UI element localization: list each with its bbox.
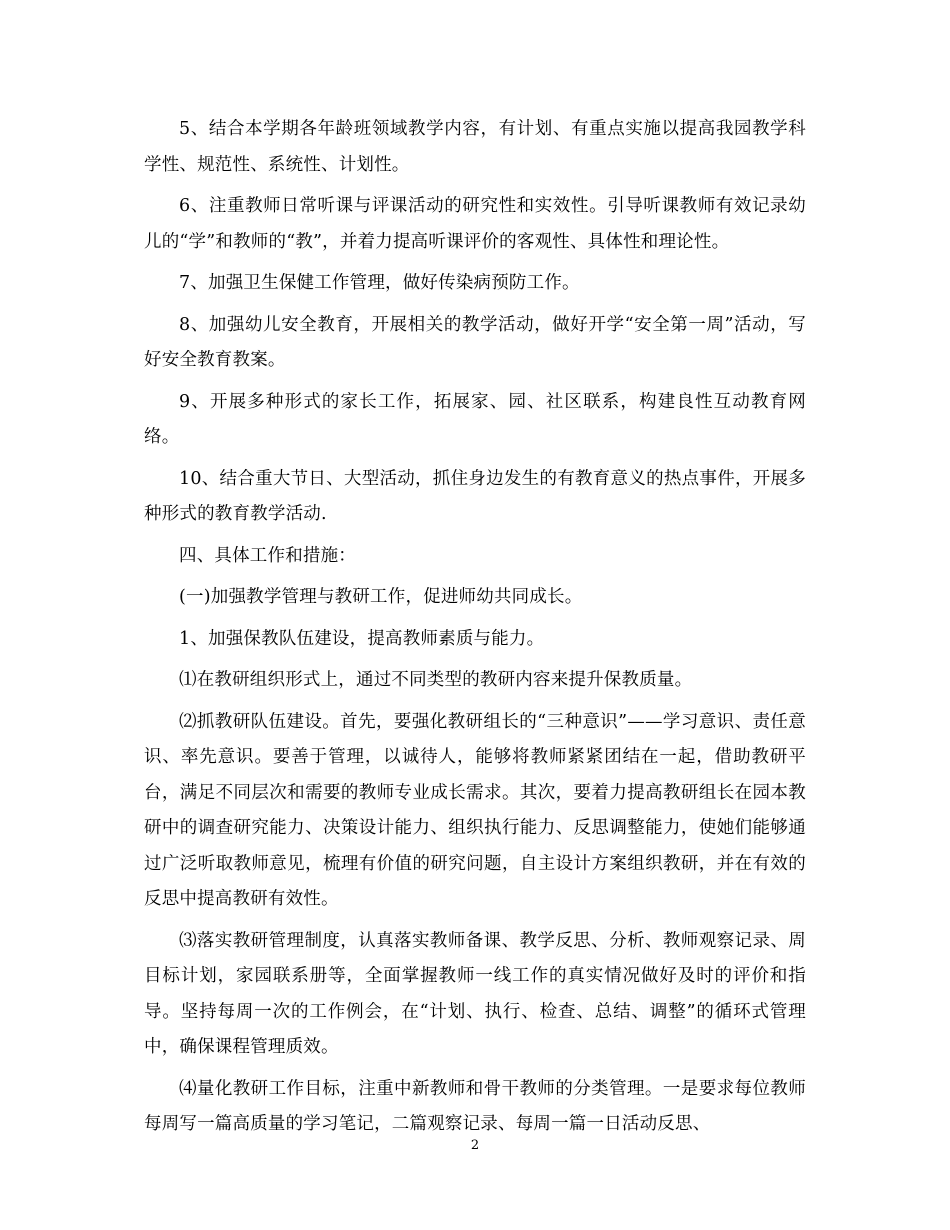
subsection-heading: (一)加强教学管理与教研工作，促进师幼共同成长。 [179,587,583,607]
paragraph-item-9: 9、开展多种形式的家长工作，拓展家、园、社区联系，构建良性互动教育网络。 [144,391,806,447]
paragraph-item-10: 10、结合重大节日、大型活动，抓住身边发生的有教育意义的热点事件，开展多种形式的教育教学活动. [144,468,806,524]
paragraph-item-8: 8、加强幼儿安全教育，开展相关的教学活动，做好开学“安全第一周”活动，写好安全教育教案。 [144,314,806,370]
paragraph-point-3: ⑶落实教研管理制度，认真落实教师备课、教学反思、分析、教师观察记录、周目标计划，家园联系册等，全面掌握教师一线工作的真实情况做好及时的评价和指导。坚持每周一次的工作例会，在“计划、执行、检查、总结、调整”的循环式管理中，确保课程管理质效。 [144,930,806,1057]
paragraph-item-6: 6、注重教师日常听课与评课活动的研究性和实效性。引导听课教师有效记录幼儿的“学”和教师的“教”，并着力提高听课评价的客观性、具体性和理论性。 [144,196,806,252]
paragraph-item-7: 7、加强卫生保健工作管理，做好传染病预防工作。 [179,273,580,293]
paragraph-point-2: ⑵抓教研队伍建设。首先，要强化教研组长的“三种意识”——学习意识、责任意识、率先意识。要善于管理，以诚待人，能够将教师紧紧团结在一起，借助教研平台，满足不同层次和需要的教师专业成长需求。其次，要着力提高教研组长在园本教研中的调查研究能力、决策设计能力、组织执行能力、反思调整能力，使她们能够通过广泛听取教师意见，梳理有价值的研究问题，自主设计方案组织教研，并在有效的反思中提高教研有效性。 [144,711,806,909]
paragraph-item-5: 5、结合本学期各年龄班领域教学内容，有计划、有重点实施以提高我园教学科学性、规范性、系统性、计划性。 [144,119,806,175]
paragraph-point-1: ⑴在教研组织形式上，通过不同类型的教研内容来提升保教质量。 [179,670,693,690]
page-number: 2 [470,1138,480,1153]
paragraph-point-4: ⑷量化教研工作目标，注重中新教师和骨干教师的分类管理。一是要求每位教师每周写一篇高质量的学习笔记，二篇观察记录、每周一篇一日活动反思、 [144,1078,806,1134]
section-heading: 四、具体工作和措施： [179,545,356,566]
document-body [144,112,806,1149]
paragraph-subitem-1: 1、加强保教队伍建设，提高教师素质与能力。 [179,628,545,649]
